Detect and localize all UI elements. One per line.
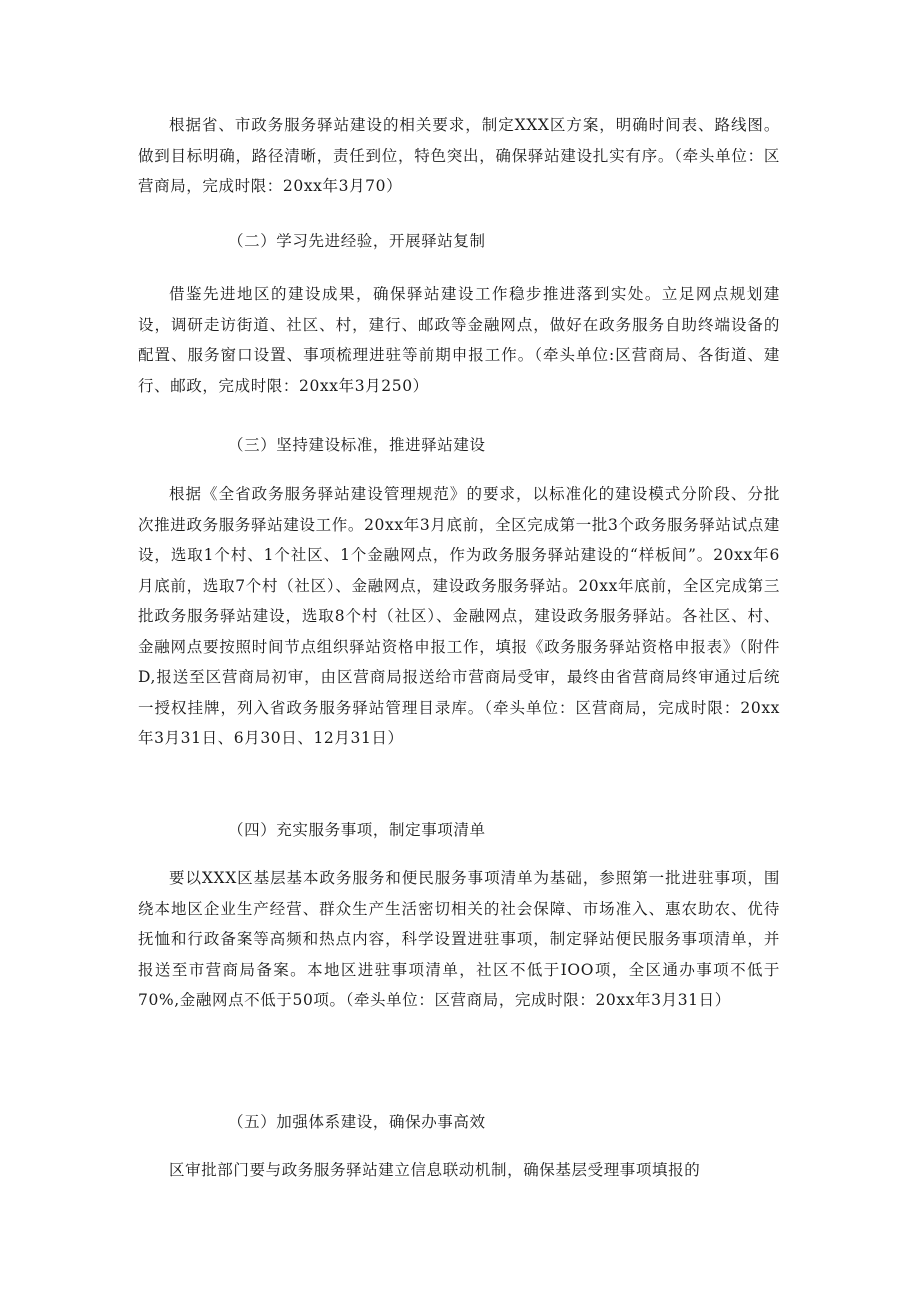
section-heading-4: （四）充实服务事项，制定事项清单 bbox=[228, 821, 486, 839]
paragraph-3: 根据《全省政务服务驿站建设管理规范》的要求，以标准化的建设模式分阶段、分批次推进政务服务驿站建设工作。20xx年3月底前，全区完成第一批3个政务服务驿站试点建设，选取1个村、1个社区、1个金融网点，作为政务服务驿站建设的“样板间”。20xx年6月底前，选取7个村（社区）、金融网点，建设政务服务驿站。20xx年底前，全区完成第三批政务服务驿站建设，选取8个村（社区）、金融网点，建设政务服务驿站。各社区、村、金融网点要按照时间节点组织驿站资格申报工作，填报《政务服务驿站资格申报表》（附件D,报送至区营商局初审，由区营商局报送给市营商局受审，最终由省营商局终审通过后统一授权挂牌，列入省政务服务驿站管理目录库。（牵头单位：区营商局，完成时限：20xx年3月31日、6月30日、12月31日） bbox=[138, 485, 780, 747]
section-heading-5: （五）加强体系建设，确保办事高效 bbox=[228, 1113, 486, 1131]
paragraph-5: 区审批部门要与政务服务驿站建立信息联动机制，确保基层受理事项填报的 bbox=[169, 1161, 701, 1179]
section-heading-2: （二）学习先进经验，开展驿站复制 bbox=[228, 232, 486, 250]
paragraph-4: 要以XXX区基层基本政务服务和便民服务事项清单为基础，参照第一批进驻事项，围绕本地区企业生产经营、群众生产生活密切相关的社会保障、市场准入、惠农助农、优待抚恤和行政备案等高频和热点内容，科学设置进驻事项，制定驿站便民服务事项清单，并报送至市营商局备案。本地区进驻事项清单，社区不低于IOO项，全区通办事项不低于70%,金融网点不低于50项。（牵头单位：区营商局，完成时限：20xx年3月31日） bbox=[138, 869, 780, 1009]
paragraph-1: 根据省、市政务服务驿站建设的相关要求，制定XXX区方案，明确时间表、路线图。做到目标明确，路径清晰，责任到位，特色突出，确保驿站建设扎实有序。（牵头单位：区营商局，完成时限：20xx年3月70） bbox=[138, 116, 780, 195]
section-heading-3: （三）坚持建设标准，推进驿站建设 bbox=[228, 436, 486, 454]
paragraph-2: 借鉴先进地区的建设成果，确保驿站建设工作稳步推进落到实处。立足网点规划建设，调研走访街道、社区、村，建行、邮政等金融网点，做好在政务服务自助终端设备的配置、服务窗口设置、事项梳理进驻等前期申报工作。（牵头单位:区营商局、各街道、建行、邮政，完成时限：20xx年3月250） bbox=[138, 285, 780, 395]
